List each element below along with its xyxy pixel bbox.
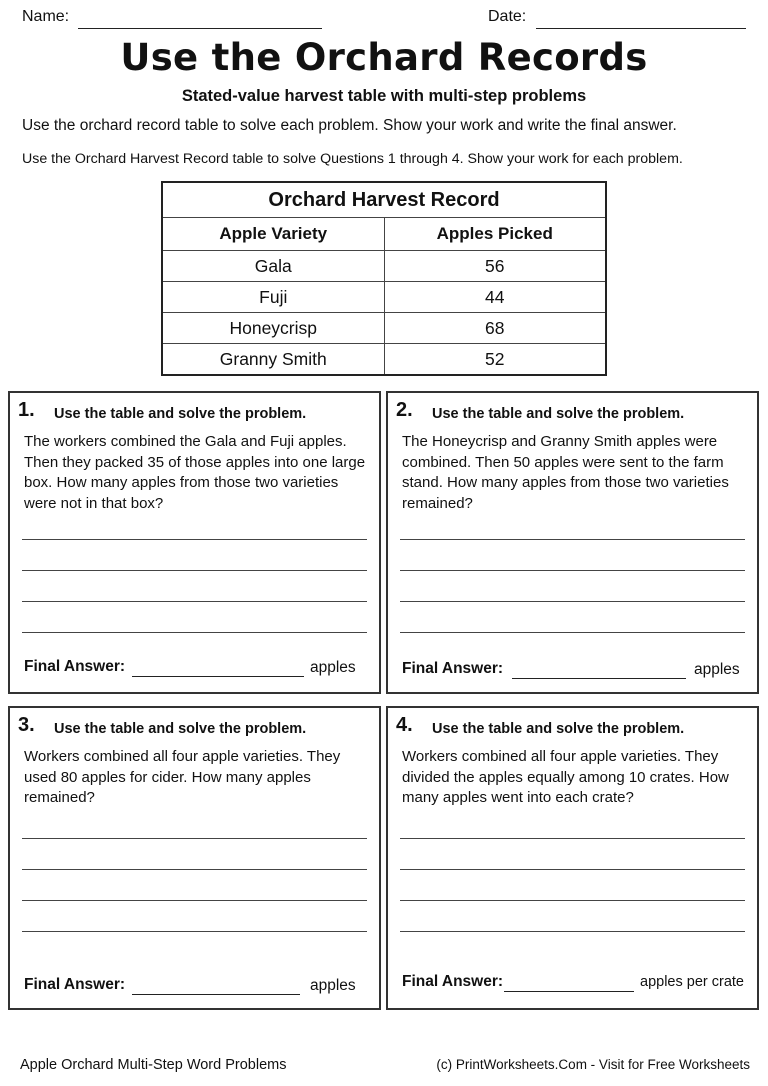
variety-cell: Honeycrisp <box>162 313 384 344</box>
picked-cell: 44 <box>384 282 606 313</box>
problem-number: 2. <box>396 399 413 421</box>
table-row <box>162 344 606 376</box>
work-line[interactable] <box>22 838 367 839</box>
problem-number: 4. <box>396 714 413 736</box>
final-answer-label: Final Answer: <box>24 976 126 993</box>
work-line[interactable] <box>22 931 367 932</box>
date-field[interactable] <box>536 28 746 29</box>
work-line[interactable] <box>400 632 745 633</box>
column-header-picked: Apples Picked <box>384 218 606 251</box>
page-subtitle: Stated-value harvest table with multi-step problems <box>181 87 587 105</box>
work-line[interactable] <box>22 570 367 571</box>
problem-heading: Use the table and solve the problem. <box>432 406 685 422</box>
final-answer-field[interactable] <box>132 994 300 995</box>
final-answer-label: Final Answer: <box>402 660 504 677</box>
work-line[interactable] <box>400 869 745 870</box>
orchard-harvest-table <box>161 181 607 376</box>
work-line[interactable] <box>400 570 745 571</box>
picked-cell: 56 <box>384 251 606 282</box>
name-label: Name: <box>22 8 70 25</box>
picked-cell: 68 <box>384 313 606 344</box>
final-answer-field[interactable] <box>132 676 304 677</box>
name-field[interactable] <box>78 28 322 29</box>
problem-heading: Use the table and solve the problem. <box>432 721 685 737</box>
variety-cell: Gala <box>162 251 384 282</box>
problem-heading: Use the table and solve the problem. <box>54 721 307 737</box>
problem-text: Workers combined all four apple varieties. They used 80 apples for cider. How many apples remained? <box>24 748 341 806</box>
problem-4-box <box>386 706 759 1010</box>
work-line[interactable] <box>400 900 745 901</box>
work-line[interactable] <box>22 632 367 633</box>
answer-unit: apples <box>694 661 740 678</box>
problem-3-box <box>8 706 381 1010</box>
final-answer-field[interactable] <box>512 678 686 679</box>
variety-cell: Fuji <box>162 282 384 313</box>
page-title: Use the Orchard Records <box>120 36 648 79</box>
table-row <box>162 251 606 282</box>
table-row <box>162 282 606 313</box>
table-caption: Orchard Harvest Record <box>162 182 606 218</box>
table-row <box>162 313 606 344</box>
problem-number: 3. <box>18 714 35 736</box>
answer-unit: apples <box>310 977 356 994</box>
work-line[interactable] <box>400 601 745 602</box>
work-line[interactable] <box>22 539 367 540</box>
problem-2-box <box>386 391 759 694</box>
problem-heading: Use the table and solve the problem. <box>54 406 307 422</box>
work-line[interactable] <box>22 601 367 602</box>
problem-text: Workers combined all four apple varieties. They divided the apples equally among 10 crates. How many apples went into each crate? <box>402 748 729 806</box>
work-line[interactable] <box>400 931 745 932</box>
instructions-table: Use the Orchard Harvest Record table to solve Questions 1 through 4. Show your work for each problem. <box>22 151 683 167</box>
column-header-variety: Apple Variety <box>162 218 384 251</box>
footer-worksheet-title: Apple Orchard Multi-Step Word Problems <box>20 1057 287 1073</box>
final-answer-label: Final Answer: <box>24 658 126 675</box>
problem-1-box <box>8 391 381 694</box>
name-date-header <box>18 6 750 30</box>
variety-cell: Granny Smith <box>162 344 384 376</box>
final-answer-field[interactable] <box>504 991 634 992</box>
work-line[interactable] <box>400 539 745 540</box>
date-label: Date: <box>488 8 527 25</box>
problem-number: 1. <box>18 399 35 421</box>
answer-unit: apples per crate <box>640 974 744 990</box>
work-line[interactable] <box>22 900 367 901</box>
instructions-general: Use the orchard record table to solve each problem. Show your work and write the final answer. <box>22 117 677 134</box>
work-line[interactable] <box>400 838 745 839</box>
picked-cell: 52 <box>384 344 606 376</box>
answer-unit: apples <box>310 659 356 676</box>
footer-credit: (c) PrintWorksheets.Com - Visit for Free Worksheets <box>436 1057 750 1072</box>
final-answer-label: Final Answer: <box>402 973 504 990</box>
problem-text: The Honeycrisp and Granny Smith apples were combined. Then 50 apples were sent to the farm stand. How many apples from those two varieties remained? <box>402 433 729 512</box>
work-line[interactable] <box>22 869 367 870</box>
problem-text: The workers combined the Gala and Fuji apples. Then they packed 35 of those apples into one large box. How many apples from those two varieties were not in that box? <box>24 433 366 512</box>
